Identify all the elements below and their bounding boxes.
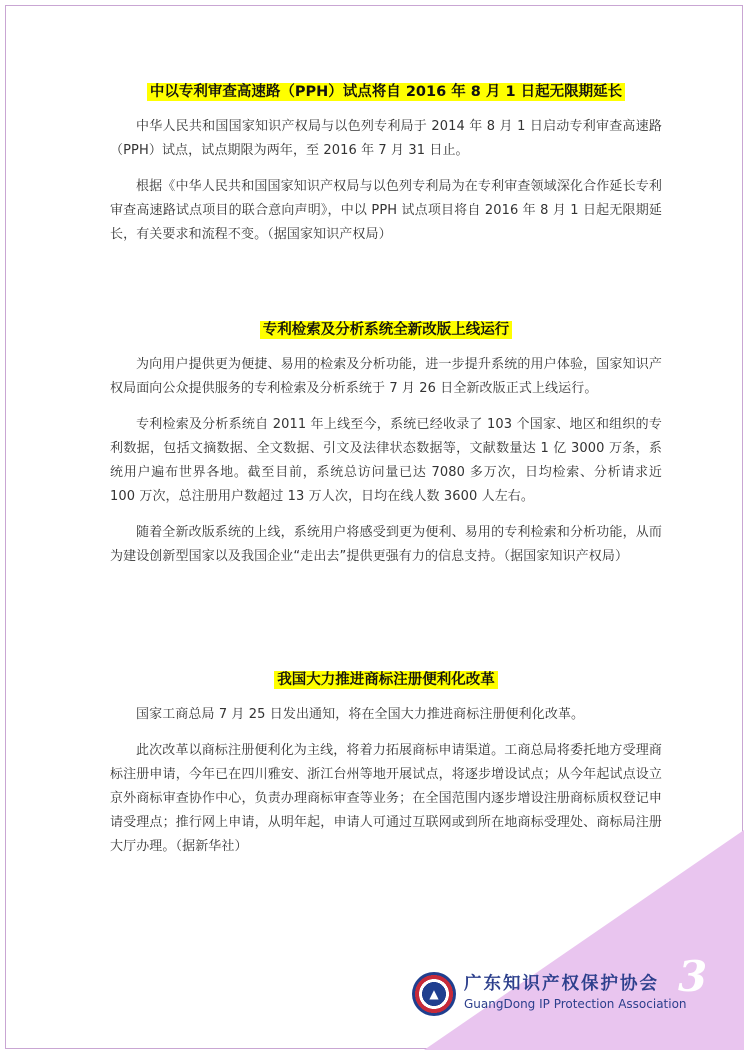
article-paragraph: 专利检索及分析系统自 2011 年上线至今，系统已经收录了 103 个国家、地区和组织的专利数据，包括文摘数据、全文数据、引文及法律状态数据等，文献数量达 1 亿 3000 万条，系统用户遍布世界各地。截至目前，系统总访问量已达 7080 多万次，日均检索、分析请求近 100 万次，总注册用户数超过 13 万人次，日均在线人数 3600 人左右。	[110, 417, 662, 504]
article-paragraph: 此次改革以商标注册便利化为主线，将着力拓展商标申请渠道。工商总局将委托地方受理商标注册申请，今年已在四川雅安、浙江台州等地开展试点，将逐步增设试点；从今年起试点设立京外商标审查协作中心，负责办理商标审查等业务；在全国范围内逐步增设注册商标质权登记申请受理点；推行网上申请，从明年起，申请人可通过互联网或到所在地商标受理处、商标局注册大厅办理。（据新华社）	[110, 743, 662, 854]
footer	[412, 966, 712, 1022]
page-number: 3	[678, 952, 708, 1001]
article-trademark	[110, 668, 662, 871]
org-name-en: GuangDong IP Protection Association	[464, 997, 687, 1011]
article-title: 专利检索及分析系统全新改版上线运行	[110, 318, 662, 339]
association-seal-icon: ▲	[412, 972, 456, 1016]
article-paragraph: 随着全新改版系统的上线，系统用户将感受到更为便利、易用的专利检索和分析功能，从而为建设创新型国家以及我国企业“走出去”提供更强有力的信息支持。（据国家知识产权局）	[110, 525, 662, 564]
article-patent-search	[110, 318, 662, 581]
article-paragraph: 中华人民共和国国家知识产权局与以色列专利局于 2014 年 8 月 1 日启动专利审查高速路（PPH）试点，试点期限为两年，至 2016 年 7 月 31 日止。	[110, 119, 662, 158]
article-paragraph: 为向用户提供更为便捷、易用的检索及分析功能，进一步提升系统的用户体验，国家知识产权局面向公众提供服务的专利检索及分析系统于 7 月 26 日全新改版正式上线运行。	[110, 357, 662, 396]
org-name-cn: 广东知识产权保护协会	[464, 974, 659, 994]
article-title: 我国大力推进商标注册便利化改革	[110, 668, 662, 689]
article-paragraph: 根据《中华人民共和国国家知识产权局与以色列专利局为在专利审查领域深化合作延长专利审查高速路试点项目的联合意向声明》，中以 PPH 试点项目将自 2016 年 8 月 1 日起无限期延长，有关要求和流程不变。（据国家知识产权局）	[110, 179, 662, 242]
article-title: 中以专利审查高速路（PPH）试点将自 2016 年 8 月 1 日起无限期延长	[110, 80, 662, 101]
article-paragraph: 国家工商总局 7 月 25 日发出通知，将在全国大力推进商标注册便利化改革。	[136, 707, 585, 722]
article-pph	[110, 80, 662, 259]
